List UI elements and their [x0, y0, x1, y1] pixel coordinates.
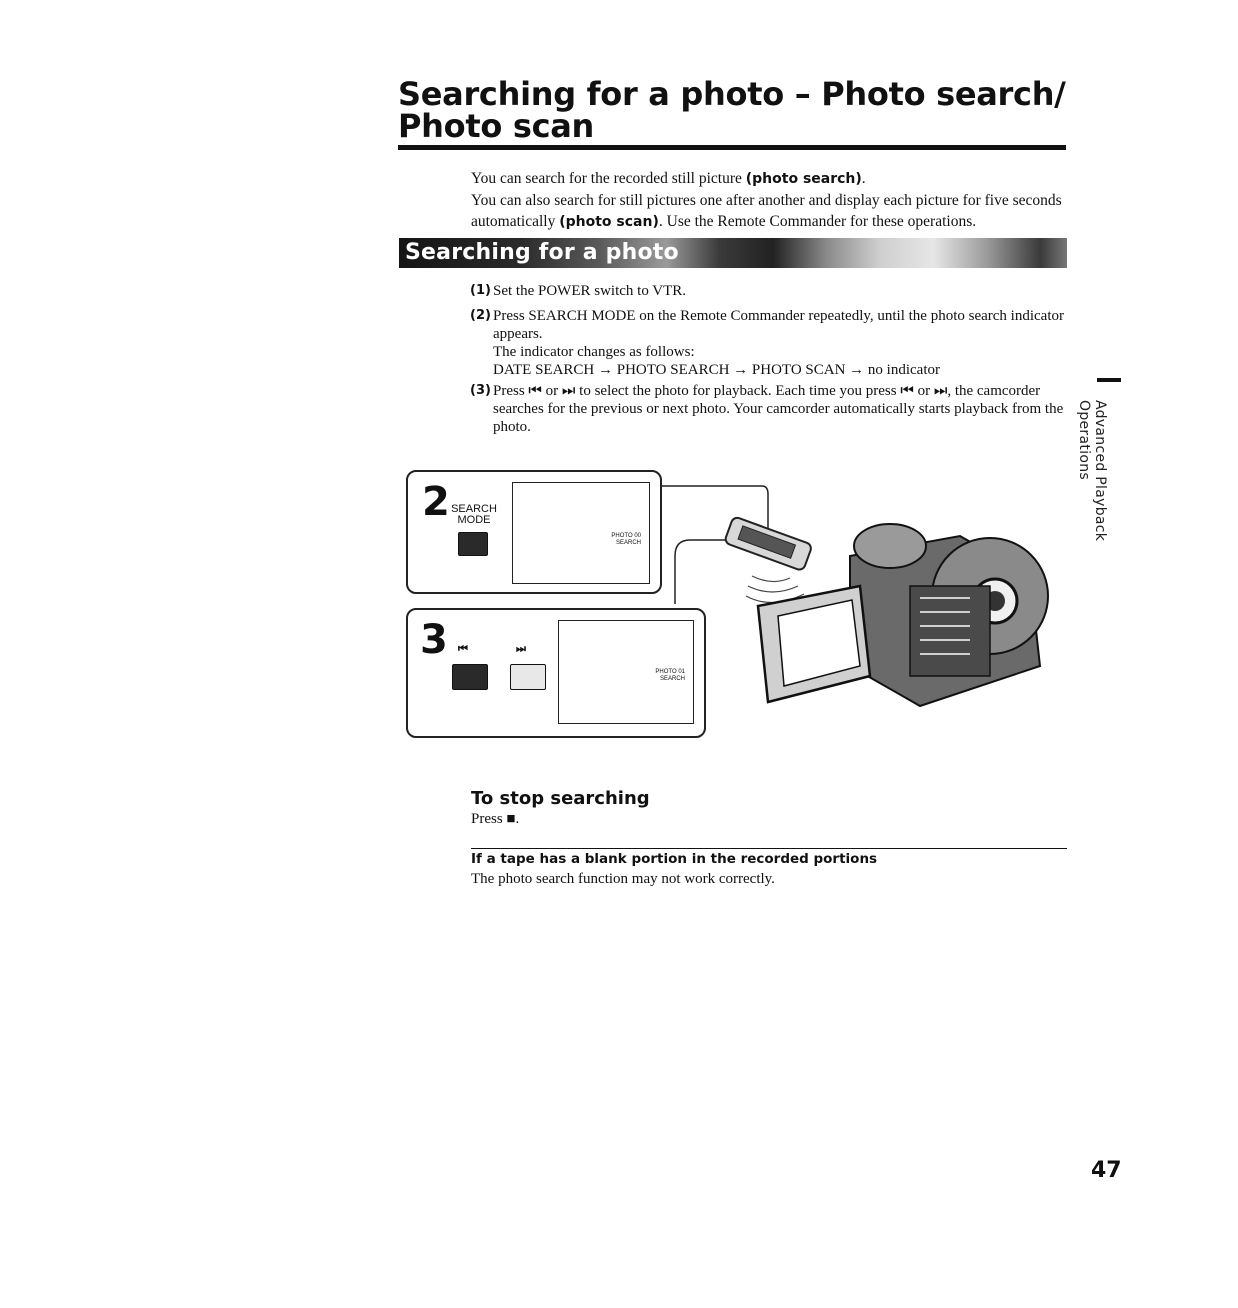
step-text: Set the POWER switch to VTR. [493, 283, 687, 299]
panel-step-number: 2 [422, 479, 450, 525]
side-tab-marker [1097, 378, 1121, 382]
osd-photo-search: PHOTO 00 SEARCH [611, 533, 641, 546]
steps-list [470, 282, 1070, 439]
side-tab [1070, 400, 1108, 600]
title-rule [398, 145, 1066, 150]
step-text: Press SEARCH MODE on the Remote Commander repeatedly, until the photo search indicator appears. [493, 308, 1064, 342]
step-3 [470, 382, 1070, 436]
stop-instruction: Press ■. [471, 811, 520, 827]
step-1 [470, 282, 1070, 300]
camcorder-icon [750, 516, 1060, 716]
step-number: (1) [470, 283, 491, 298]
section-banner-title: Searching for a photo [405, 240, 679, 265]
viewfinder-screen [512, 482, 650, 584]
intro-paragraph-1: You can search for the recorded still picture (photo search). [471, 170, 866, 187]
intro-text [471, 168, 1071, 233]
viewfinder-screen [558, 620, 694, 724]
step-3-panel [406, 608, 706, 738]
step-2-panel [406, 470, 662, 594]
step-number: (3) [470, 383, 491, 398]
page-title-line2: Photo scan [398, 107, 595, 145]
prev-glyph: ⏮ [458, 642, 468, 655]
page-title-line1: Searching for a photo – Photo search/ [398, 75, 1066, 113]
note-rule [471, 848, 1067, 849]
section-banner [399, 238, 1067, 268]
step-subtext: The indicator changes as follows: [493, 344, 695, 360]
search-mode-button[interactable] [458, 532, 488, 556]
note-text: The photo search function may not work correctly. [471, 871, 775, 887]
term-photo-search: (photo search) [745, 171, 862, 187]
step-2 [470, 307, 1070, 379]
next-glyph: ⏭ [516, 642, 526, 655]
illustration [400, 466, 1060, 746]
indicator-sequence: DATE SEARCH → PHOTO SEARCH → PHOTO SCAN → no indicator [493, 362, 940, 378]
section-heading-stop: To stop searching [471, 788, 650, 809]
page-title [398, 75, 1098, 145]
term-photo-scan: (photo scan) [559, 214, 659, 230]
side-tab-label: Advanced Playback Operations [1076, 400, 1108, 542]
panel-step-number: 3 [420, 617, 448, 663]
step-text: Press ⏮ or ⏭ to select the photo for playback. Each time you press ⏮ or ⏭, the camcorder searches for the previous or next photo. Your camcorder automatically starts playback from the photo. [493, 383, 1064, 435]
page-number: 47 [1091, 1158, 1122, 1183]
search-mode-label: SEARCH MODE [451, 503, 497, 526]
intro-paragraph-2: You can also search for still pictures one after another and display each picture for five seconds automatically (photo scan). Use the Remote Commander for these operations. [471, 192, 1062, 230]
osd-photo-search: PHOTO 01 SEARCH [655, 669, 685, 682]
step-number: (2) [470, 308, 491, 323]
note-heading: If a tape has a blank portion in the recorded portions [471, 851, 878, 867]
next-button[interactable] [510, 664, 546, 690]
prev-button[interactable] [452, 664, 488, 690]
